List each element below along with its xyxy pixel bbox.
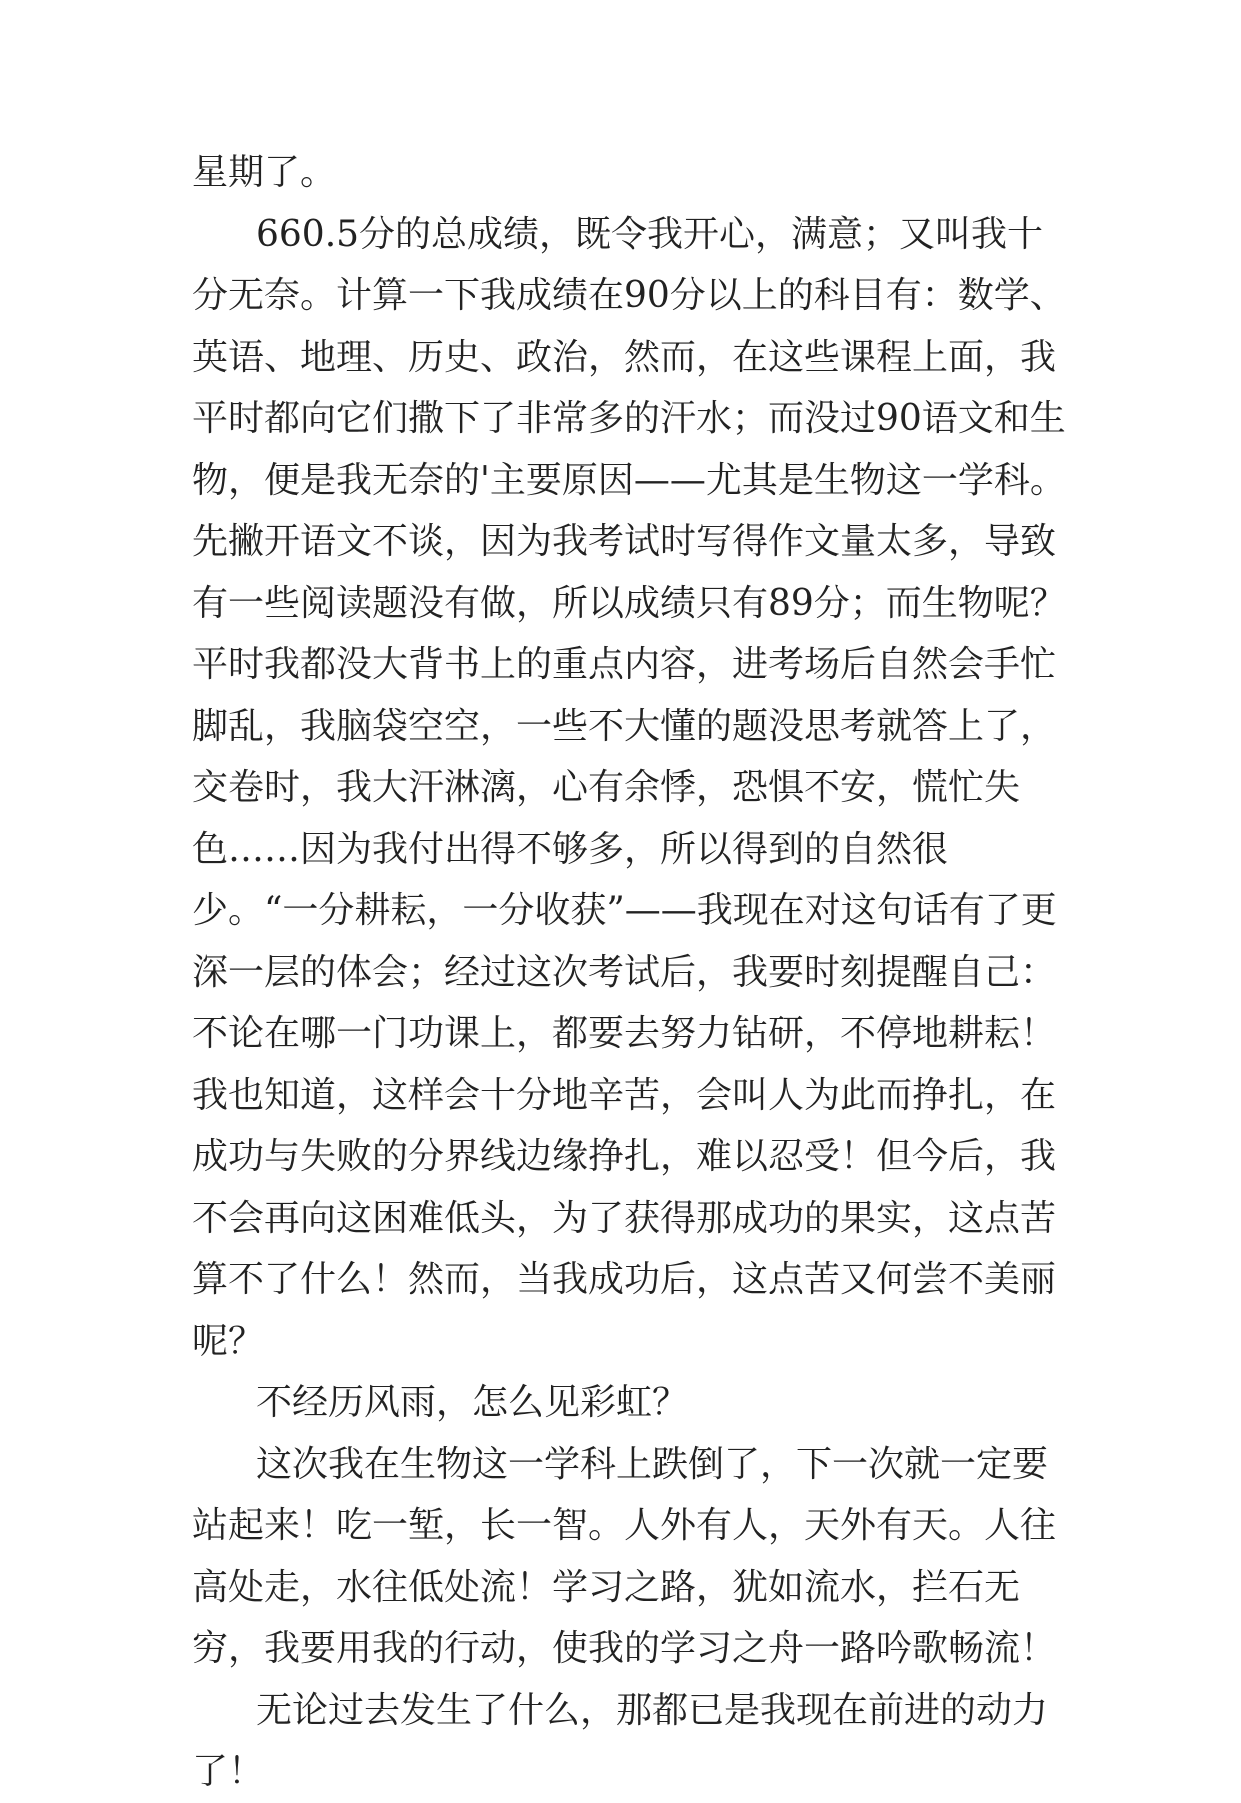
document-body (192, 142, 1072, 1803)
paragraph-conclusion: 无论过去发生了什么，那都已是我现在前进的动力了！ (192, 1689, 1049, 1792)
paragraph-exam-score: 660.5分的总成绩，既令我开心，满意；又叫我十分无奈。计算一下我成绩在90分以上的科目有：数学、英语、地理、历史、政治，然而，在这些课程上面，我平时都向它们撒下了非常多的汗水；而没过90语文和生物，便是我无奈的'主要原因——尤其是生物这一学科。先撇开语文不谈，因为我考试时写得作文量太多，导致有一些阅读题没有做，所以成绩只有89分；而生物呢？平时我都没大背书上的重点内容，进考场后自然会手忙脚乱，我脑袋空空，一些不大懂的题没思考就答上了，交卷时，我大汗淋漓，心有余悸，恐惧不安，慌忙失色……因为我付出得不够多，所以得到的自然很少。“一分耕耘，一分收获”——我现在对这句话有了更深一层的体会；经过这次考试后，我要时刻提醒自己：不论在哪一门功课上，都要去努力钻研，不停地耕耘！我也知道，这样会十分地辛苦，会叫人为此而挣扎，在成功与失败的分界线边缘挣扎，难以忍受！但今后，我不会再向这困难低头，为了获得那成功的果实，这点苦算不了什么！然而，当我成功后，这点苦又何尝不美丽呢？ (192, 213, 1066, 1362)
paragraph-continuation: 星期了。 (192, 152, 337, 193)
paragraph-rainbow: 不经历风雨，怎么见彩虹？ (256, 1382, 689, 1423)
paragraph-resolution: 这次我在生物这一学科上跌倒了，下一次就一定要站起来！吃一堑，长一智。人外有人，天外有天。人往高处走，水往低处流！学习之路，犹如流水，拦石无穷，我要用我的行动，使我的学习之舟一路吟歌畅流！ (192, 1443, 1057, 1669)
